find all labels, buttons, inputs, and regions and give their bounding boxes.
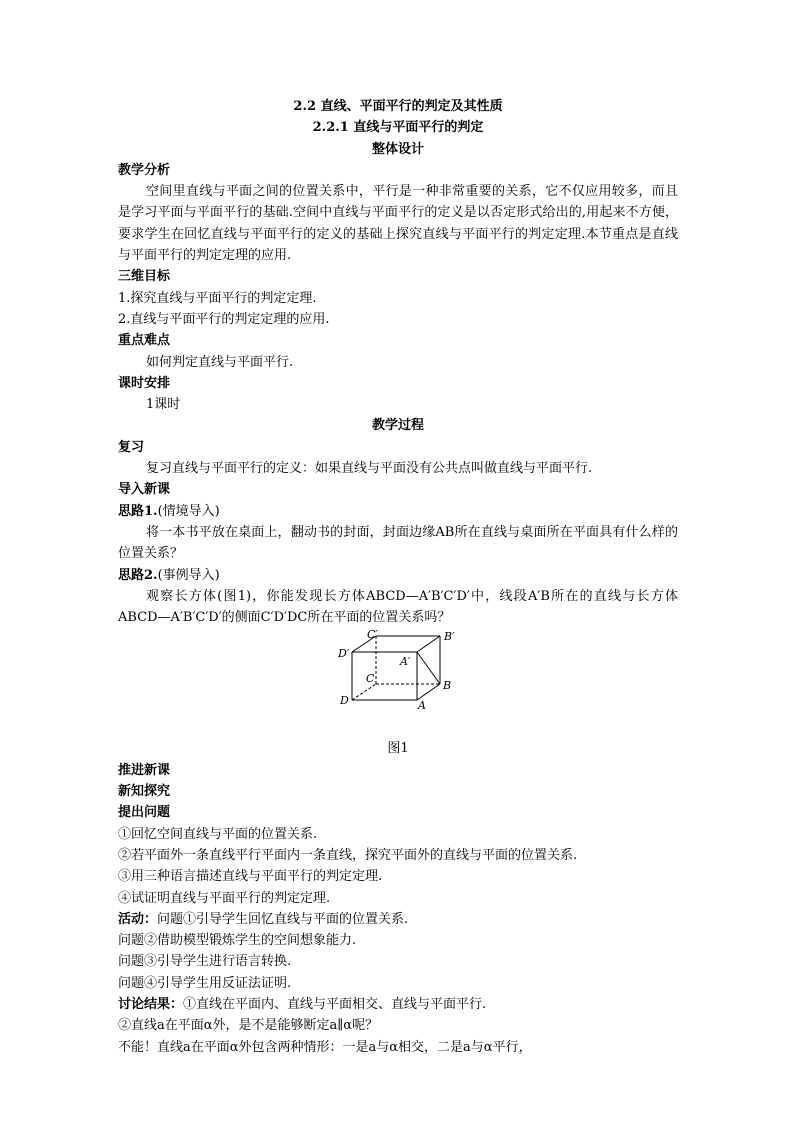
activity-line: 问题④引导学生用反证法证明. bbox=[118, 975, 292, 991]
process-title: 教学过程 bbox=[371, 418, 424, 434]
design-title: 整体设计 bbox=[371, 141, 424, 157]
objectives-heading: 三维目标 bbox=[118, 269, 171, 285]
edge-d-c bbox=[352, 684, 376, 700]
idea2-tag: (事例导入) bbox=[157, 567, 220, 583]
label-dprime: D′ bbox=[338, 647, 350, 661]
key-points-heading: 重点难点 bbox=[118, 333, 171, 349]
objective-item: 2.直线与平面平行的判定定理的应用. bbox=[118, 311, 330, 327]
label-aprime: A′ bbox=[400, 655, 411, 669]
discussion-line: ②直线a在平面α外，是不是能够断定a∥α呢？ bbox=[118, 1018, 379, 1034]
activity-line bbox=[118, 909, 678, 930]
edge-aprime-b bbox=[417, 652, 440, 684]
cuboid-diagram bbox=[332, 630, 462, 710]
idea1-line bbox=[118, 501, 678, 522]
subsection-title: 2.2.1 直线与平面平行的判定 bbox=[312, 120, 484, 136]
question-item: ③用三种语言描述直线与平面平行的判定定理. bbox=[118, 869, 383, 885]
explore-heading: 新知探究 bbox=[118, 784, 171, 800]
question-item: ①回忆空间直线与平面的位置关系. bbox=[118, 826, 318, 842]
activity-line: 问题②借助模型锻炼学生的空间想象能力. bbox=[118, 933, 357, 949]
discussion-line: 不能！直线a在平面α外包含两种情形：一是a与α相交，二是a与α平行， bbox=[118, 1039, 532, 1055]
edge-a-b bbox=[417, 684, 440, 700]
key-points-text: 如何判定直线与平面平行. bbox=[146, 354, 294, 370]
idea1-tag: (情境导入) bbox=[157, 503, 220, 519]
analysis-paragraph: 空间里直线与平面之间的位置关系中，平行是一种非常重要的关系，它不仅应用较多，而且是学习平面与平面平行的基础.空间中直线与平面平行的定义是以否定形式给出的,用起来不方便，要求学生在回忆直线与平面平行的定义的基础上探究直线与平面平行的判定定理.本节重点是直线与平面平行的判定定理的应用. bbox=[118, 184, 678, 264]
label-d: D bbox=[340, 694, 349, 708]
schedule-heading: 课时安排 bbox=[118, 375, 171, 391]
figure-caption: 图1 bbox=[387, 741, 409, 757]
discussion-line bbox=[118, 994, 678, 1015]
question-item: ②若平面外一条直线平行平面内一条直线，探究平面外的直线与平面的位置关系. bbox=[118, 847, 578, 863]
document-page bbox=[118, 96, 678, 1058]
question-item: ④试证明直线与平面平行的判定定理. bbox=[118, 890, 331, 906]
objective-item: 1.探究直线与平面平行的判定定理. bbox=[118, 290, 317, 306]
activity-line: 问题③引导学生进行语言转换. bbox=[118, 954, 292, 970]
analysis-heading: 教学分析 bbox=[118, 162, 171, 178]
label-a: A bbox=[418, 699, 426, 711]
label-bprime: B′ bbox=[444, 630, 455, 644]
questions-heading: 提出问题 bbox=[118, 805, 171, 821]
schedule-text: 1课时 bbox=[146, 397, 181, 413]
idea2-line bbox=[118, 565, 678, 586]
discussion-text: ①直线在平面内、直线与平面相交、直线与平面平行. bbox=[183, 996, 487, 1012]
idea1-heading: 思路1. bbox=[118, 503, 158, 519]
cuboid-figure bbox=[118, 628, 678, 738]
discussion-heading: 讨论结果： bbox=[118, 996, 184, 1012]
activity-text: 问题①引导学生回忆直线与平面的位置关系. bbox=[157, 911, 409, 927]
label-cprime: C′ bbox=[367, 630, 378, 642]
idea2-paragraph: 观察长方体(图1)，你能发现长方体ABCD—A′B′C′D′中，线段A′B所在的直线与长方体ABCD—A′B′C′D′的侧面C′D′DC所在平面的位置关系吗？ bbox=[118, 588, 678, 626]
advance-heading: 推进新课 bbox=[118, 762, 171, 778]
edge-aprime-bprime bbox=[417, 636, 440, 652]
section-title: 2.2 直线、平面平行的判定及其性质 bbox=[293, 99, 503, 114]
idea2-heading: 思路2. bbox=[118, 567, 158, 583]
review-text: 复习直线与平面平行的定义：如果直线与平面没有公共点叫做直线与平面平行. bbox=[146, 461, 593, 477]
label-b: B bbox=[443, 679, 452, 693]
activity-heading: 活动： bbox=[118, 911, 158, 927]
intro-heading: 导入新课 bbox=[118, 482, 171, 498]
idea1-paragraph: 将一本书平放在桌面上，翻动书的封面，封面边缘AB所在直线与桌面所在平面具有什么样的位置关系？ bbox=[118, 524, 678, 562]
label-c: C bbox=[366, 672, 375, 686]
review-heading: 复习 bbox=[118, 439, 145, 455]
